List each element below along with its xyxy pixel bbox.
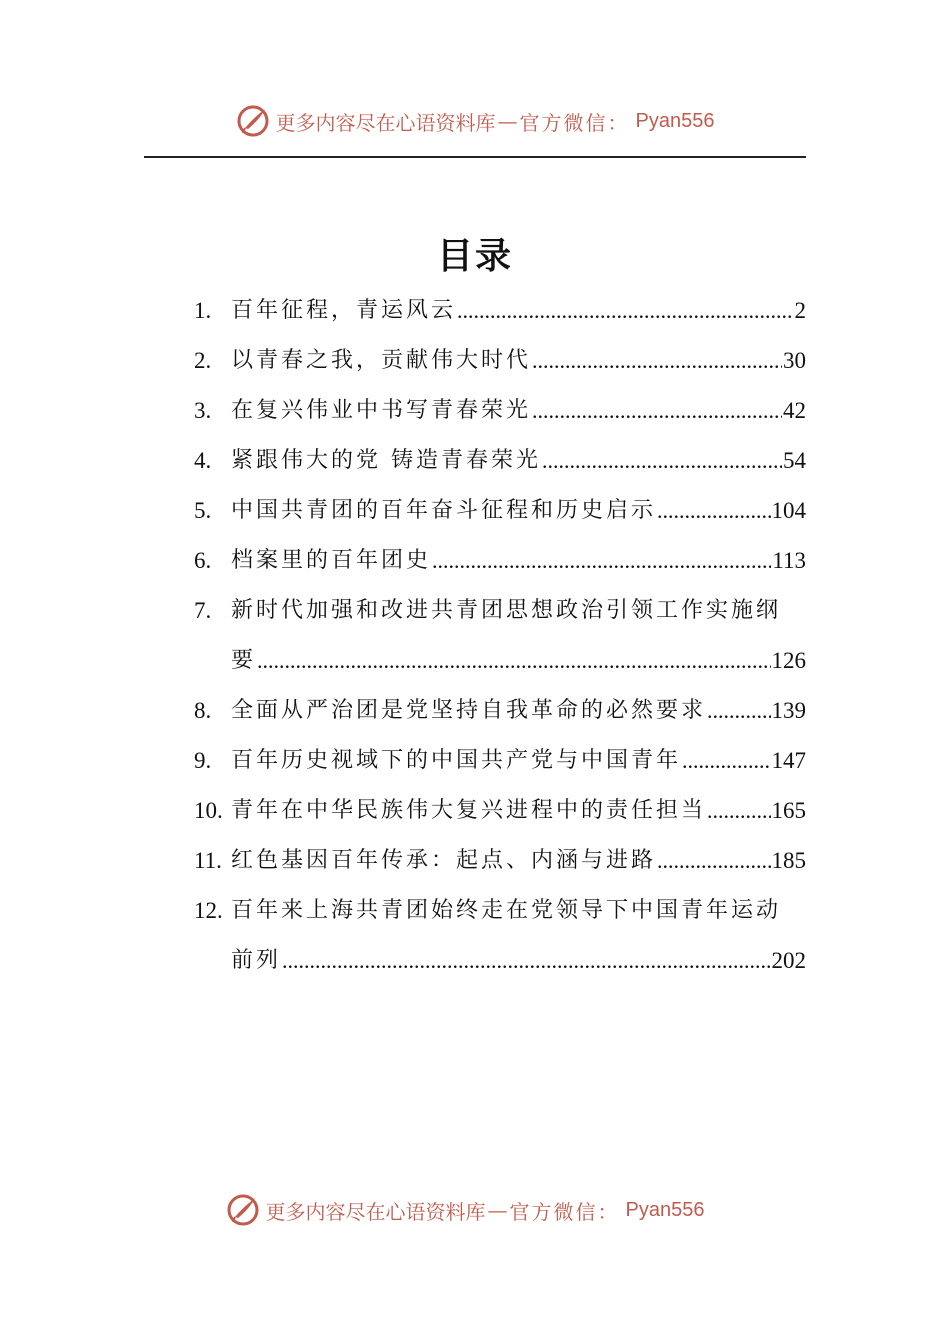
toc-entry-title: 百年历史视域下的中国共产党与中国青年 (231, 748, 682, 773)
footer-banner (0, 1193, 950, 1227)
toc-entry-title: 档案里的百年团史 (231, 548, 432, 573)
toc-leader-dots (542, 436, 782, 486)
toc-entry[interactable] (194, 686, 806, 736)
toc-leader-dots (532, 336, 782, 386)
toc-entry[interactable] (194, 586, 806, 686)
toc-entry[interactable] (194, 536, 806, 586)
toc-entry[interactable] (194, 286, 806, 336)
toc-entry-title: 紧跟伟大的党 铸造青春荣光 (231, 448, 541, 473)
toc-entry[interactable] (194, 486, 806, 536)
toc-entry-number: 9. (194, 748, 212, 773)
page-title: 目录 (436, 235, 513, 277)
header-banner (0, 104, 950, 138)
toc-leader-dots (682, 736, 770, 786)
toc-entry-title: 新时代加强和改进共青团思想政治引领工作实施纲 (231, 598, 782, 623)
toc-entry-title: 以青春之我，贡献伟大时代 (231, 348, 532, 373)
toc-entry-title: 在复兴伟业中书写青春荣光 (231, 398, 532, 423)
toc-leader-dots (657, 836, 770, 886)
toc-entry-page: 147 (771, 748, 806, 773)
toc-entry-title-continued: 要 (231, 648, 257, 673)
toc-entry-number: 10. (194, 798, 223, 823)
toc-entry-page: 104 (771, 498, 806, 523)
toc-entry[interactable] (194, 836, 806, 886)
toc-entry-page: 113 (772, 548, 806, 573)
toc-leader-dots (432, 536, 771, 586)
brand-text: 更多内容尽在心语资料库 (275, 110, 496, 135)
toc-entry-title: 全面从严治团是党坚持自我革命的必然要求 (231, 698, 707, 723)
toc-entry-page: 165 (771, 798, 806, 823)
official-label: 官方微信： (519, 110, 630, 135)
toc-entry-title-continued: 前列 (231, 948, 282, 973)
toc-entry-number: 1. (194, 298, 212, 323)
toc-entry[interactable] (194, 736, 806, 786)
toc-entry-number: 6. (194, 548, 212, 573)
toc-leader-dots (707, 786, 770, 836)
toc-entry-number: 3. (194, 398, 212, 423)
toc-entry-number: 2. (194, 348, 212, 373)
toc-leader-dots (457, 286, 793, 336)
account-name: Pyan556 (625, 1198, 705, 1221)
toc-entry[interactable] (194, 786, 806, 836)
table-of-contents (194, 286, 806, 986)
toc-leader-dots (257, 636, 770, 686)
toc-entry-page: 54 (783, 448, 806, 473)
toc-entry-page: 42 (783, 398, 806, 423)
toc-entry-page: 126 (771, 648, 806, 673)
toc-entry-title: 青年在中华民族伟大复兴进程中的责任担当 (231, 798, 707, 823)
toc-entry[interactable] (194, 386, 806, 436)
toc-entry-number: 11. (194, 848, 222, 873)
toc-entry-page: 2 (794, 298, 806, 323)
toc-entry-title: 红色基因百年传承：起点、内涵与进路 (231, 848, 657, 873)
separator: — (497, 109, 518, 133)
toc-entry-number: 12. (194, 898, 223, 923)
toc-entry-page: 202 (771, 948, 806, 973)
toc-leader-dots (707, 686, 770, 736)
toc-leader-dots (532, 386, 782, 436)
toc-entry-title: 中国共青团的百年奋斗征程和历史启示 (231, 498, 657, 523)
toc-entry-page: 139 (771, 698, 806, 723)
brand-text: 更多内容尽在心语资料库 (265, 1199, 486, 1224)
toc-leader-dots (657, 486, 770, 536)
separator: — (487, 1198, 508, 1222)
toc-entry[interactable] (194, 336, 806, 386)
toc-entry-page: 30 (783, 348, 806, 373)
toc-entry-number: 5. (194, 498, 212, 523)
toc-entry[interactable] (194, 886, 806, 986)
toc-entry[interactable] (194, 436, 806, 486)
quill-logo-icon (236, 104, 270, 138)
toc-leader-dots (282, 936, 770, 986)
toc-entry-number: 7. (194, 598, 212, 623)
toc-entry-number: 8. (194, 698, 212, 723)
toc-entry-number: 4. (194, 448, 212, 473)
account-name: Pyan556 (635, 109, 715, 132)
quill-logo-icon (226, 1193, 260, 1227)
toc-entry-page: 185 (771, 848, 806, 873)
toc-entry-title: 百年征程，青运风云 (231, 298, 457, 323)
official-label: 官方微信： (509, 1199, 620, 1224)
toc-entry-title: 百年来上海共青团始终走在党领导下中国青年运动 (231, 898, 782, 923)
header-rule (144, 156, 806, 158)
